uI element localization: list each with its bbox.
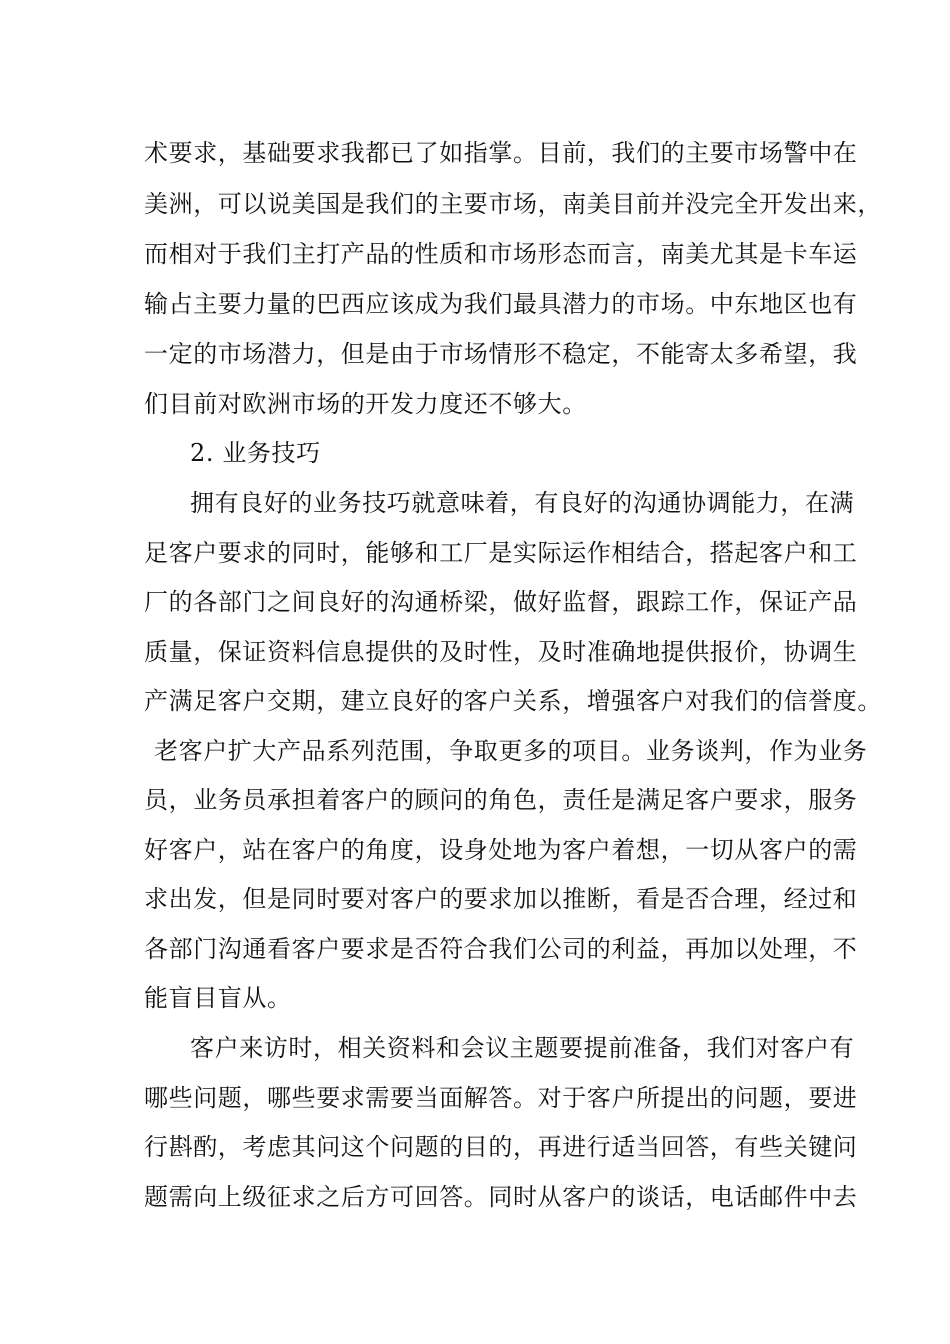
text-line: 厂的各部门之间良好的沟通桥梁，做好监督，跟踪工作，保证产品: [144, 588, 858, 616]
text-line: 产满足客户交期，建立良好的客户关系，增强客户对我们的信誉度。: [144, 687, 882, 715]
text-line: 拥有良好的业务技巧就意味着，有良好的沟通协调能力，在满: [190, 489, 855, 517]
text-line: 求出发，但是同时要对客户的要求加以推断，看是否合理，经过和: [144, 885, 858, 913]
text-line: 好客户，站在客户的角度，设身处地为客户着想，一切从客户的需: [144, 836, 858, 864]
section-heading: 2. 业务技巧: [190, 439, 321, 467]
text-line: 质量，保证资料信息提供的及时性，及时准确地提供报价，协调生: [144, 638, 858, 666]
text-line: 术要求，基础要求我都已了如指掌。目前，我们的主要市场警中在: [144, 139, 858, 167]
text-line: 能盲目盲从。: [144, 984, 292, 1012]
text-line: 老客户扩大产品系列范围，争取更多的项目。业务谈判，作为业务: [154, 737, 868, 765]
text-line: 而相对于我们主打产品的性质和市场形态而言，南美尤其是卡车运: [144, 240, 858, 268]
text-line: 们目前对欧洲市场的开发力度还不够大。: [144, 390, 587, 418]
text-line: 美洲，可以说美国是我们的主要市场，南美目前并没完全开发出来，: [144, 190, 882, 218]
text-line: 一定的市场潜力，但是由于市场情形不稳定，不能寄太多希望，我: [144, 340, 858, 368]
text-line: 行斟酌，考虑其问这个问题的目的，再进行适当回答，有些关键问: [144, 1133, 858, 1161]
text-line: 足客户要求的同时，能够和工厂是实际运作相结合，搭起客户和工: [144, 539, 858, 567]
text-line: 题需向上级征求之后方可回答。同时从客户的谈话，电话邮件中去: [144, 1183, 858, 1211]
text-line: 哪些问题，哪些要求需要当面解答。对于客户所提出的问题，要进: [144, 1084, 858, 1112]
text-line: 各部门沟通看客户要求是否符合我们公司的利益，再加以处理，不: [144, 935, 858, 963]
text-line: 输占主要力量的巴西应该成为我们最具潜力的市场。中东地区也有: [144, 290, 858, 318]
text-line: 客户来访时，相关资料和会议主题要提前准备，我们对客户有: [190, 1034, 855, 1062]
text-line: 员，业务员承担着客户的顾问的角色，责任是满足客户要求，服务: [144, 786, 858, 814]
